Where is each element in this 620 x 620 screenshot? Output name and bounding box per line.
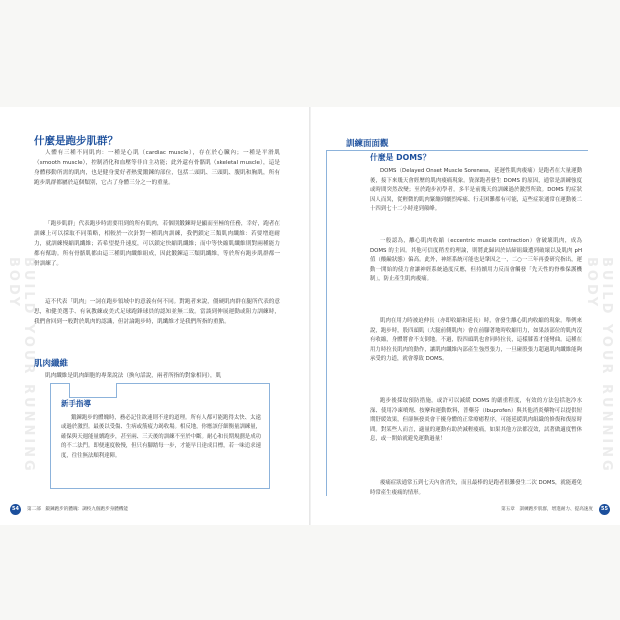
footer-text: 第五章 訓練跑步肌群，增進耐力、提高速度: [501, 507, 593, 512]
tip-box: [50, 383, 270, 489]
paragraph: 人體有三種不同肌肉：一種是心肌（cardiac muscle），存在於心臟內；一種是平滑肌（smooth muscle），控制消化和血壓等非自主功能；此外還有骨骼肌（skeletal muscle），這是身體移動所需的肌肉，也是健身愛好者熱愛鍛鍊的部位，包括二頭肌、三頭肌、腹肌和胸肌，所有跑步肌群都屬於這個類別，它占了身體三分之一的重量。: [34, 150, 280, 186]
paragraph: 跑步後採取預防措施，或許可以減緩 DOMS 的嚴重程度，有效的方法包括泡冷水澡、使用冷凍噴劑、按摩和運動飲料，普藥芬（Ibuprofen）與其他消炎藥物可以提供短期舒緩效果，但卻無發炎會干擾身體的正常療癒程序，可能延緩肌肉組織的修復和復原時間。對某些人而言，適量的運動有助於減輕痠痛，如果其他方法都沒效，試著做適度暫休息，或一開始就避免運動過量！: [370, 398, 582, 443]
sidebar-title: 訓練面面觀: [346, 139, 389, 149]
footer-text: 第二部 鍛鍊跑步的體魄：調校九個跑步身體機能: [27, 507, 129, 512]
page-heading: 什麼是跑步肌群？: [34, 135, 118, 147]
page-number: 55: [599, 504, 610, 515]
left-page: [0, 107, 310, 525]
side-running-title: BUILD YOUR RUNNING BODY: [584, 257, 614, 474]
paragraph: 痠痛症狀通常五到七天內會消失，而且最棒的是跑者很難發生二次 DOMS，就能避免時常產生痠痛的情形。: [370, 480, 582, 496]
book-spread: [0, 107, 620, 525]
tip-box-tab: [69, 383, 117, 398]
tip-box-body: 鍛鍊跑步的體魄時，務必記住欲速則不達的道理。所有人都可能跑得太快、太遠或過於激烈。最後以受傷、生病或筋疲力竭收場。相反地，你應該仔細衡量訓練量，確保與天週能量續跑步，甚至兩、三天後的訓練不至於中斷。耐心和長期規劃是成功的不二法門。即便速度較慢，但只有腳踏每一步，才能早日達成目標，若一味追求速度，往往無法順利達陣。: [61, 415, 261, 459]
tip-box-title: 新手指導: [61, 399, 91, 408]
page-footer: [501, 502, 610, 516]
section-heading: 肌肉纖維: [34, 359, 69, 369]
side-running-title: BUILD YOUR RUNNING BODY: [6, 257, 36, 474]
paragraph: 「跑步肌群」代表跑步時需要用到的所有肌肉，若個別鍛鍊時是顯而至極的任務，幸好，跑者在訓練上可以採取不同策略，相較於一次針對一種肌肉訓練，我們鎖定三類肌肉纖維：若要增進耐力，就訓練慢縮肌纖維；若希望提升速度，可以鎖定快縮肌纖維；而中等快縮肌纖維則對兩種能力都有幫助。所有骨骼肌都由這三種肌肉纖維組成，因此鍛鍊這三類肌纖維，等於所有跑步肌群都一併訓練了。: [34, 221, 280, 267]
paragraph: 肌肉纖維是肌肉細胞的專業說法（換句話說，兩者所指的對象相同），肌: [45, 373, 222, 379]
paragraph: 這不代表「肌肉」一詞在跑步領域中的意義有何不同。對跑者來說，僵硬肌肉群在腿所代表的意思，和健美選手、有氧教練或美式足球跑鋒球員的認知並無二致。當談到伸展運動或阻力訓練時，我們會回到一般對於肌肉的認識，但討論跑步時，肌纖維才是我們所指的重點。: [34, 299, 280, 325]
right-page: [310, 107, 620, 525]
paragraph: DOMS（Delayed Onset Muscle Soreness，延遲性肌肉痠痛）是跑者在大量運動後，接下來幾天會經歷的肌肉痠痛現象。資深跑者發生 DOMS 的原因，通常是訓練強度或時間突然改變；至於跑步初學者，多半是前幾天的訓練過於激烈所致。DOMS 的症狀因人而異，從輕微的肌肉緊繃到劇烈疼痛、行走困難都有可能，這些症狀通常在運動後二十四到七十二小時達到顛峰。: [370, 168, 582, 213]
sidebar-heading: 什麼是 DOMS？: [370, 153, 431, 162]
paragraph: 肌肉在用力時被迫伸長（亦即收縮和延長）時，會發生離心肌肉收縮的現象。舉例來說，跑步時，股四頭肌（大腿前側肌肉）會在前腳著地時收縮用力，如果該部位的肌肉沒有收縮，身體將會不支倒地。不過，股四頭肌也會同時拉長，這樣膝蓋才能彎曲。這種在用力時拉長肌肉的動作，讓肌肉纖維內部產生強烈張力，一旦碰股張力超過肌肉纖維能夠承受的力道，就會導致 DOMS。: [370, 318, 582, 363]
sidebar-header: [326, 136, 588, 151]
page-number: 54: [10, 504, 21, 515]
page-footer: [10, 502, 128, 516]
paragraph: 一般認為，離心肌肉收縮（eccentric muscle contraction）會破壞肌肉，成為 DOMS 的主因。其他可信度稍差的理論，則將此歸因於結締組織遭到破壞以及肌肉 pH 值（酸鹼狀態）偏高。此外，神經系統可能也是肇因之一，二○一三年再委研究指出，運動一開始的使力會讓神經系統過度反應，但持續用力反而會觸發「先天性的脊椎保護機制」，防止產生肌肉痠痛。: [370, 238, 582, 283]
